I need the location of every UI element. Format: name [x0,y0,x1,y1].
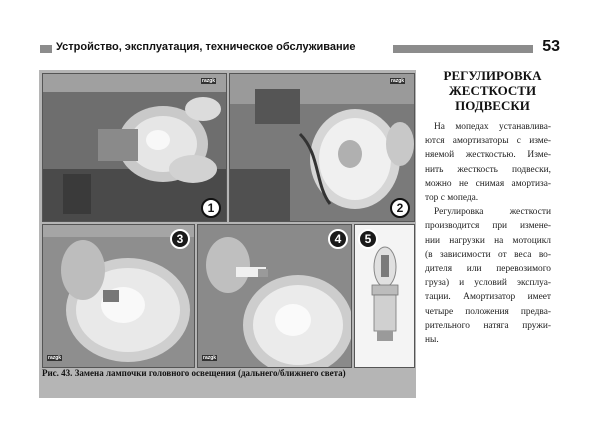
section-title [425,68,560,113]
photo-step-4-image [198,225,351,367]
paragraph-1-line: тор с мопеда. [425,193,479,204]
paragraph-1-line: можно не снимая амортиза- [425,178,551,189]
paragraph-2-line: ны. [425,335,439,346]
paragraph-1-line: няемой жесткостью. Изме- [425,150,551,161]
paragraph-2-line: тации. Амортизатор имеет [425,292,551,303]
photo-step-2-image [230,74,414,221]
step-5-number: 5 [358,229,378,249]
section-title-line: РЕГУЛИРОВКА [443,68,542,83]
section-title-line: ПОДВЕСКИ [455,98,530,113]
step-3-number: 3 [170,229,190,249]
section-body [425,120,551,347]
paragraph-2-line: нии нагрузки на мотоцикл [425,235,551,246]
header-rule-bar [393,45,533,53]
page-number: 53 [542,38,560,55]
photo-step-3-image [43,225,194,367]
watermark: razgk [202,78,216,84]
section-title-line: ЖЕСТКОСТИ [448,83,537,98]
figure-43 [39,70,416,398]
photo-step-1-image [43,74,226,221]
photo-step-3 [42,224,195,368]
watermark: razgk [48,355,62,361]
running-title: Устройство, эксплуатация, техническое обслуживание [56,41,356,53]
paragraph-2-line: рительного натяга пружи- [425,320,551,331]
running-header [40,38,560,56]
photo-step-4 [197,224,352,368]
paragraph-2-line: (в зависимости от веса во- [425,249,551,260]
figure-caption: Рис. 43. Замена лампочки головного освещения (дальнего/ближнего света) [42,368,346,378]
photo-step-1 [42,73,227,222]
paragraph-1-line: ются амортизаторы с изме- [425,136,551,147]
paragraph-2-line: Регулировка жесткости [434,207,551,218]
step-4-number: 4 [328,229,348,249]
paragraph-2-line: производится при измене- [425,221,551,232]
photo-step-5 [354,224,415,368]
watermark: razgk [203,355,217,361]
paragraph-2-line: дителя или перевозимого [425,264,551,275]
header-lead-bar [40,45,52,53]
paragraph-2-line: четыре положения предва- [425,306,551,317]
photo-step-2 [229,73,415,222]
paragraph-1-line: нить жесткость подвески, [425,164,551,175]
watermark: razgk [391,78,405,84]
paragraph-1-line: На мопедах устанавлива- [434,122,551,132]
step-2-number: 2 [390,198,410,218]
step-1-number: 1 [201,198,221,218]
paragraph-2-line: груза) и условий эксплуа- [425,278,551,289]
